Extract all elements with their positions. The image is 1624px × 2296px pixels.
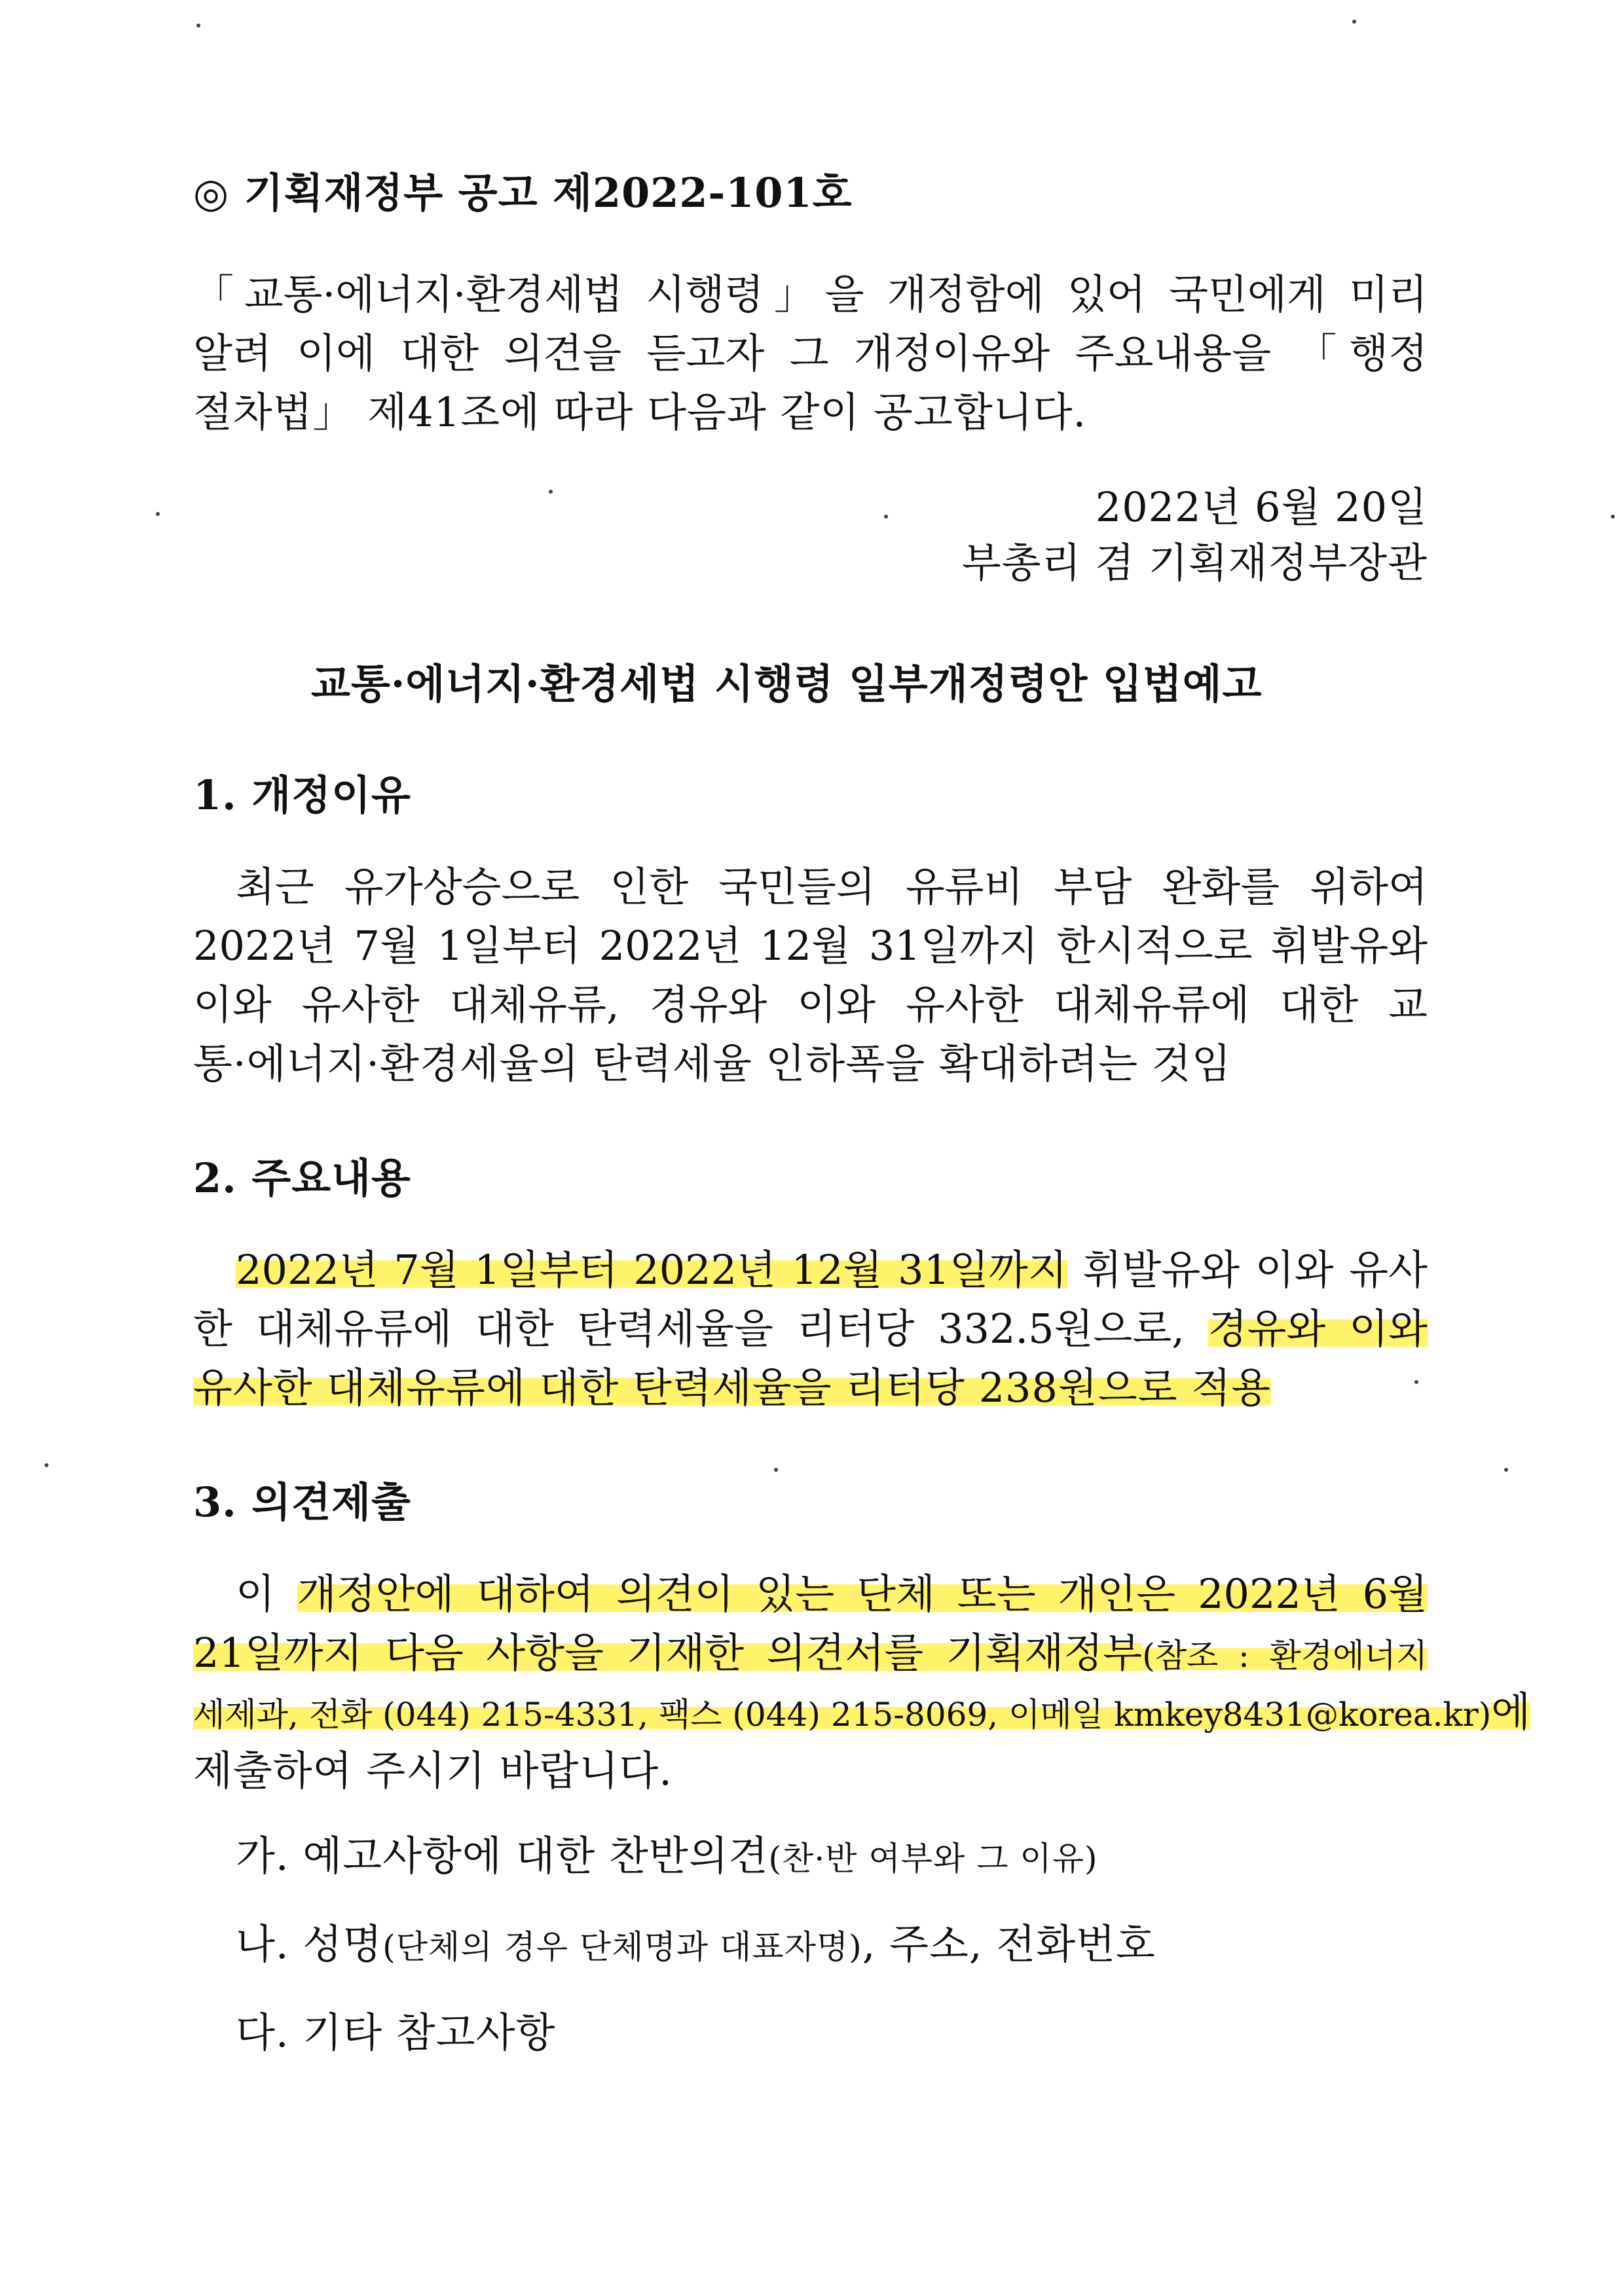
- body-line: [193, 1241, 1428, 1300]
- list-item-tail: , 주소, 전화번호: [862, 1920, 1156, 1968]
- highlighted-text: 유사한 대체유류에 대한 탄력세율을 리터당 238원으로 적용: [193, 1364, 1272, 1412]
- highlighted-text: 세제과, 전화 (044) 215-4331, 팩스 (044) 215-8069, 이메일 kmkey8431@korea.kr): [193, 1696, 1492, 1734]
- highlighted-text: 2022년 7월 1일부터 2022년 12월 31일까지: [236, 1246, 1067, 1294]
- list-item-note: (찬·반 여부와 그 이유): [768, 1840, 1098, 1878]
- body-line: [193, 1300, 1428, 1358]
- scan-speck: [45, 1463, 48, 1467]
- list-item-note: (단체의 경우 단체명과 대표자명): [382, 1928, 862, 1966]
- body-line: 최근 유가상승으로 인한 국민들의 유류비 부담 완화를 위하여: [236, 863, 1428, 911]
- section2-body: [193, 1241, 1428, 1417]
- body-line: [193, 1565, 1428, 1624]
- section-heading: 1. 개정이유: [193, 771, 411, 819]
- scan-speck: [156, 512, 160, 516]
- scan-speck: [774, 1468, 778, 1472]
- list-item-label: 가. 예고사항에 대한 찬반의견: [236, 1832, 769, 1880]
- scan-speck: [1504, 1468, 1508, 1472]
- body-line: [193, 1683, 1531, 1741]
- intro-line: 「교통·에너지·환경세법 시행령」을 개정함에 있어 국민에게 미리: [193, 270, 1428, 318]
- intro-line: 절차법」 제41조에 따라 다음과 같이 공고합니다.: [193, 388, 1087, 436]
- body-line: [193, 1624, 1428, 1683]
- plain-text: 한 대체유류에 대한 탄력세율을 리터당 332.5원으로,: [193, 1305, 1208, 1353]
- section3-body: [193, 1565, 1531, 1800]
- notice-title: ◎ 기획재정부 공고 제2022-101호: [193, 169, 853, 217]
- intro-paragraph: [193, 265, 1428, 442]
- body-line: 이와 유사한 대체유류, 경유와 이와 유사한 대체유류에 대한 교: [193, 981, 1428, 1029]
- issuer: 부총리 겸 기획재정부장관: [961, 539, 1428, 587]
- body-line: 통·에너지·환경세율의 탄력세율 인하폭을 확대하려는 것임: [193, 1040, 1232, 1087]
- highlighted-text: (참조 : 환경에너지: [1142, 1637, 1428, 1675]
- list-item-label: 나. 성명: [236, 1920, 383, 1968]
- section-heading: 3. 의견제출: [193, 1478, 411, 1526]
- list-item: [236, 1827, 1098, 1888]
- list-item: [236, 1915, 1156, 1977]
- highlighted-text: 개정안에 대하여 의견이 있는 단체 또는 개인은 2022년 6월: [297, 1570, 1428, 1618]
- plain-text: 이: [236, 1570, 297, 1618]
- intro-line: 알려 이에 대한 의견을 듣고자 그 개정이유와 주요내용을 「행정: [193, 329, 1428, 377]
- scan-speck: [196, 24, 200, 27]
- scan-speck: [1611, 515, 1615, 519]
- notice-date: 2022년 6월 20일: [1095, 483, 1428, 531]
- section1-body: [193, 858, 1428, 1093]
- highlighted-text: 에: [1491, 1688, 1531, 1736]
- body-line: 2022년 7월 1일부터 2022년 12월 31일까지 한시적으로 휘발유와: [193, 922, 1428, 970]
- scan-speck: [884, 515, 888, 519]
- list-item: [236, 2003, 555, 2062]
- plain-text: 휘발유와 이와 유사: [1067, 1246, 1428, 1294]
- section-heading: 2. 주요내용: [193, 1154, 411, 1202]
- highlighted-text: 21일까지 다음 사항을 기재한 의견서를 기획재정부: [193, 1629, 1143, 1677]
- highlighted-text: 경유와 이와: [1208, 1305, 1428, 1353]
- list-item-label: 다. 기타 참고사항: [236, 2009, 556, 2056]
- body-line: 제출하여 주시기 바랍니다.: [193, 1747, 673, 1795]
- scan-speck: [549, 490, 553, 494]
- scan-speck: [1352, 20, 1356, 24]
- document-title: 교통·에너지·환경세법 시행령 일부개정령안 입법예고: [311, 660, 1263, 708]
- body-line: [193, 1358, 1428, 1417]
